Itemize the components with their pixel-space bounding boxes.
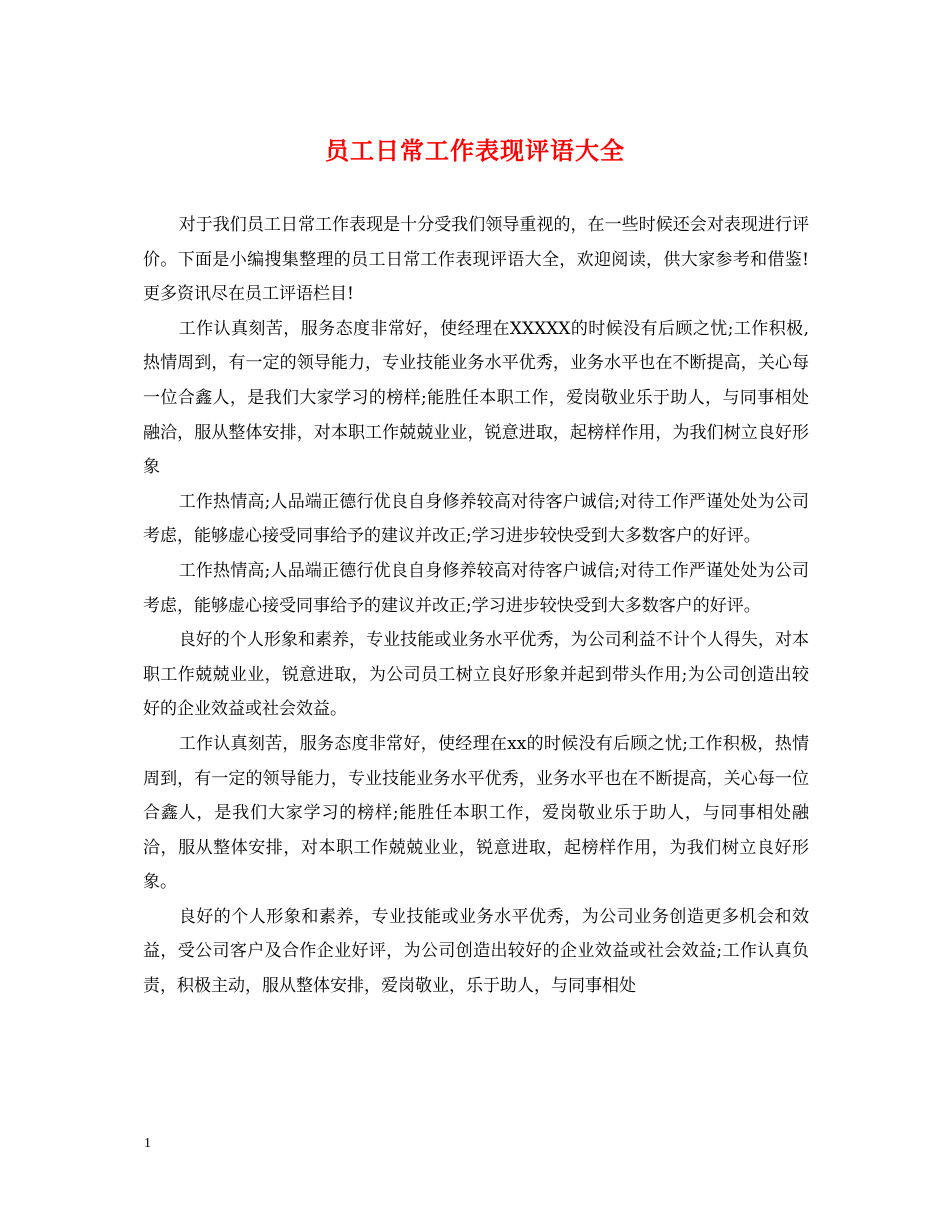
document-title: 员工日常工作表现评语大全	[325, 136, 625, 165]
paragraph-intro: 对于我们员工日常工作表现是十分受我们领导重视的，在一些时候还会对表现进行评价。下面是小编搜集整理的员工日常工作表现评语大全，欢迎阅读，供大家参考和借鉴!更多资讯尽在员工评语栏目!	[143, 215, 809, 305]
paragraph-comment-5: 工作认真刻苦，服务态度非常好，使经理在xx的时候没有后顾之忧;工作积极，热情周到，有一定的领导能力，专业技能业务水平优秀，业务水平也在不断提高，关心每一位合鑫人，是我们大家学习的榜样;能胜任本职工作，爱岗敬业乐于助人，与同事相处融洽，服从整体安排，对本职工作兢兢业业，锐意进取，起榜样作用，为我们树立良好形象。	[143, 733, 809, 893]
document-body	[143, 208, 809, 1004]
paragraph-comment-1: 工作认真刻苦，服务态度非常好，使经理在XXXXX的时候没有后顾之忧;工作积极,热情周到，有一定的领导能力，专业技能业务水平优秀，业务水平也在不断提高，关心每一位合鑫人，是我们大家学习的榜样;能胜任本职工作，爱岗敬业乐于助人，与同事相处融洽，服从整体安排，对本职工作兢兢业业，锐意进取，起榜样作用，为我们树立良好形象	[143, 318, 809, 478]
paragraph-comment-6: 良好的个人形象和素养，专业技能或业务水平优秀，为公司业务创造更多机会和效益，受公司客户及合作企业好评，为公司创造出较好的企业效益或社会效益;工作认真负责，积极主动，服从整体安排，爱岗敬业，乐于助人，与同事相处	[143, 906, 809, 997]
page-number: 1	[144, 1136, 151, 1151]
paragraph-comment-3: 工作热情高;人品端正德行优良自身修养较高对待客户诚信;对待工作严谨处处为公司考虑，能够虚心接受同事给予的建议并改正;学习进步较快受到大多数客户的好评。	[143, 560, 809, 616]
paragraph-comment-4: 良好的个人形象和素养，专业技能或业务水平优秀，为公司利益不计个人得失，对本职工作兢兢业业，锐意进取，为公司员工树立良好形象并起到带头作用;为公司创造出较好的企业效益或社会效益。	[143, 630, 809, 720]
paragraph-comment-2: 工作热情高;人品端正德行优良自身修养较高对待客户诚信;对待工作严谨处处为公司考虑，能够虚心接受同事给予的建议并改正;学习进步较快受到大多数客户的好评。	[143, 491, 809, 547]
